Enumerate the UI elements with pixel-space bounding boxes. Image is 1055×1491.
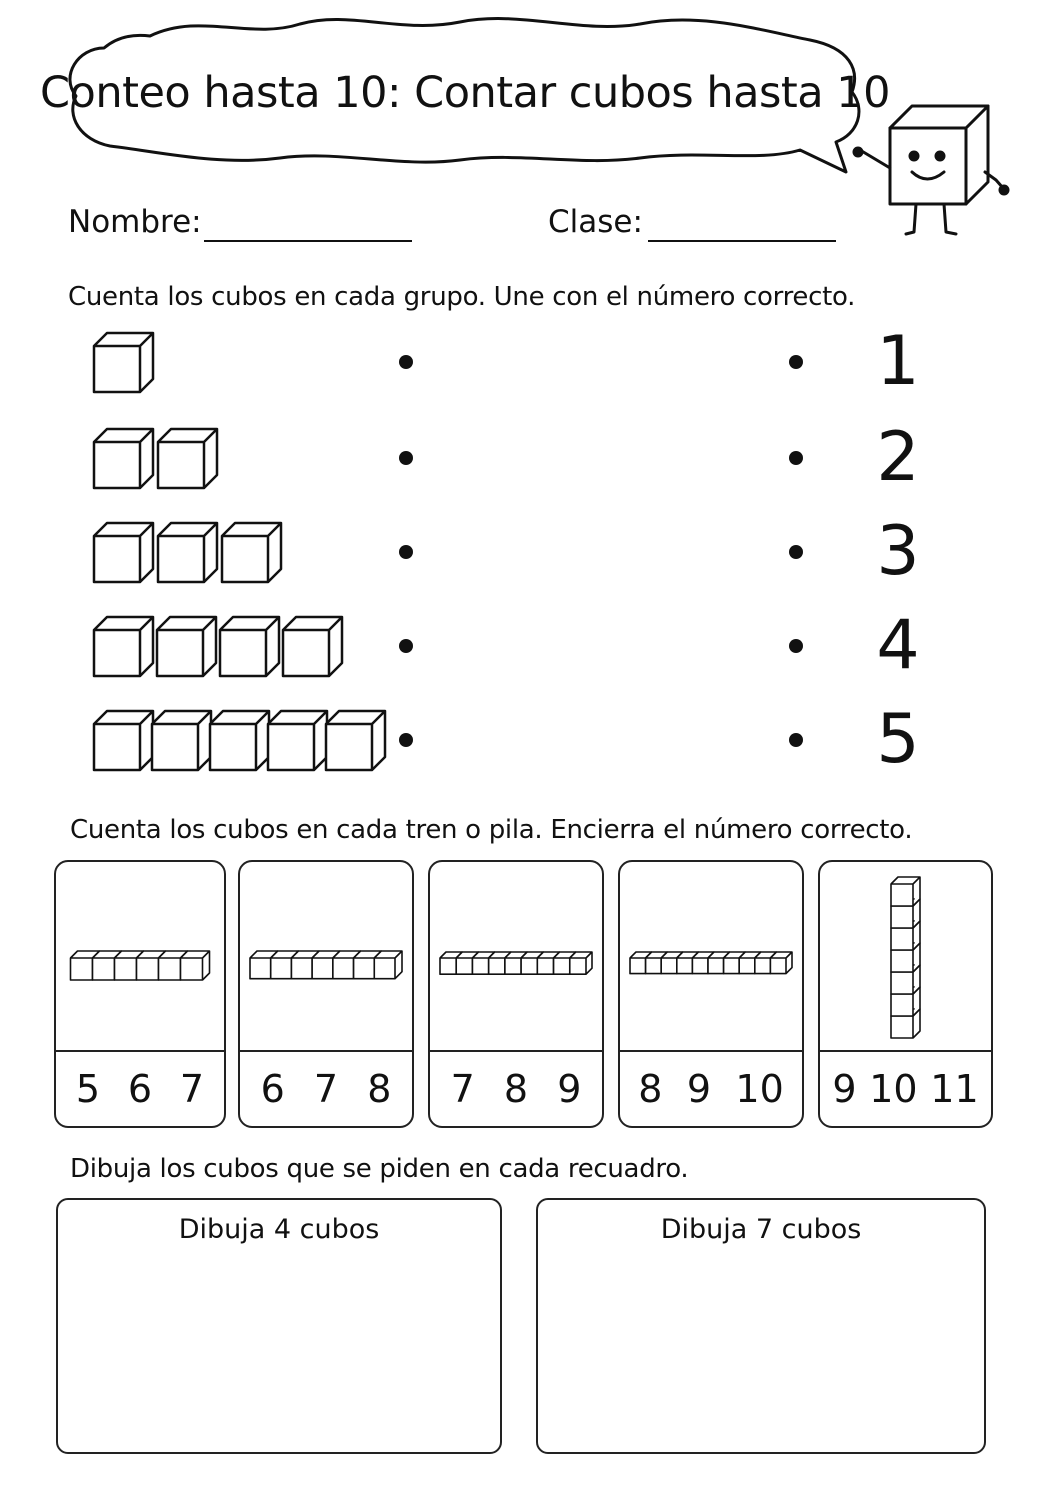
cube-icon	[158, 429, 217, 488]
cube-group-2	[88, 418, 408, 498]
option-number[interactable]: 5	[75, 1067, 101, 1111]
option-number[interactable]: 6	[127, 1067, 153, 1111]
count-card-2	[238, 860, 414, 1128]
cube-icon	[220, 617, 279, 676]
option-number[interactable]: 8	[367, 1067, 392, 1111]
match-dot-left[interactable]	[399, 733, 413, 747]
cube-icon	[94, 429, 153, 488]
cube-train	[430, 862, 602, 1048]
card-options	[56, 1052, 224, 1126]
match-dot-right[interactable]	[789, 451, 803, 465]
match-number: 3	[876, 512, 920, 591]
match-number: 4	[876, 606, 920, 685]
count-card-1	[54, 860, 226, 1128]
draw-box-label: Dibuja 4 cubos	[178, 1214, 380, 1245]
card-options	[430, 1052, 602, 1126]
page-title: Conteo hasta 10: Contar cubos hasta 10	[40, 68, 890, 118]
cube-icon	[152, 711, 211, 770]
option-number[interactable]: 9	[686, 1067, 711, 1111]
match-number: 2	[876, 418, 920, 497]
option-number[interactable]: 8	[638, 1067, 663, 1111]
option-number[interactable]: 6	[260, 1067, 285, 1111]
cube-icon	[326, 711, 385, 770]
option-number[interactable]: 7	[313, 1067, 339, 1111]
class-label: Clase:	[548, 204, 643, 240]
card-options	[620, 1052, 802, 1126]
cube-train	[620, 862, 802, 1048]
option-number[interactable]: 11	[930, 1067, 979, 1111]
cube-icon	[770, 952, 792, 974]
cube-icon	[94, 523, 153, 582]
match-dot-right[interactable]	[789, 733, 803, 747]
option-number[interactable]: 10	[735, 1067, 784, 1111]
match-dot-right[interactable]	[789, 355, 803, 369]
card-options	[820, 1052, 991, 1126]
section2-instruction: Cuenta los cubos en cada tren o pila. Encierra el número correcto.	[70, 815, 913, 845]
draw-box-label: Dibuja 7 cubos	[660, 1214, 862, 1245]
cube-mascot-icon	[854, 106, 1008, 234]
cube-group-1	[88, 322, 408, 402]
name-label: Nombre:	[68, 204, 202, 240]
option-number[interactable]: 8	[503, 1067, 529, 1111]
cube-icon	[268, 711, 327, 770]
cube-icon	[570, 952, 592, 974]
option-number[interactable]: 9	[557, 1067, 582, 1111]
match-dot-left[interactable]	[399, 545, 413, 559]
count-card-5	[818, 860, 993, 1128]
match-number: 5	[876, 700, 920, 779]
cube-group-4	[88, 606, 408, 686]
draw-box-1[interactable]	[56, 1198, 502, 1454]
cube-icon	[283, 617, 342, 676]
draw-box-2[interactable]	[536, 1198, 986, 1454]
count-card-3	[428, 860, 604, 1128]
option-number[interactable]: 7	[179, 1067, 205, 1111]
cube-group-3	[88, 512, 408, 592]
cube-icon	[181, 951, 210, 980]
cube-icon	[891, 877, 920, 906]
cube-icon	[374, 951, 402, 979]
name-field[interactable]	[204, 240, 412, 242]
section3-instruction: Dibuja los cubos que se piden en cada recuadro.	[70, 1154, 689, 1184]
option-number[interactable]: 9	[832, 1067, 857, 1111]
option-number[interactable]: 10	[869, 1067, 918, 1111]
cube-icon	[222, 523, 281, 582]
cube-train	[56, 862, 224, 1048]
count-card-4	[618, 860, 804, 1128]
section1-instruction: Cuenta los cubos en cada grupo. Une con el número correcto.	[68, 282, 856, 312]
cube-icon	[157, 617, 216, 676]
cube-train	[240, 862, 412, 1048]
card-options	[240, 1052, 412, 1126]
cube-group-5	[88, 700, 408, 780]
cube-icon	[94, 333, 153, 392]
cube-icon	[158, 523, 217, 582]
match-dot-left[interactable]	[399, 451, 413, 465]
class-field[interactable]	[648, 240, 836, 242]
match-dot-left[interactable]	[399, 355, 413, 369]
cube-icon	[210, 711, 269, 770]
cube-icon	[94, 711, 153, 770]
match-dot-left[interactable]	[399, 639, 413, 653]
cube-icon	[94, 617, 153, 676]
match-number: 1	[876, 322, 920, 401]
cube-stack	[820, 862, 991, 1048]
option-number[interactable]: 7	[450, 1067, 475, 1111]
match-dot-right[interactable]	[789, 545, 803, 559]
match-dot-right[interactable]	[789, 639, 803, 653]
